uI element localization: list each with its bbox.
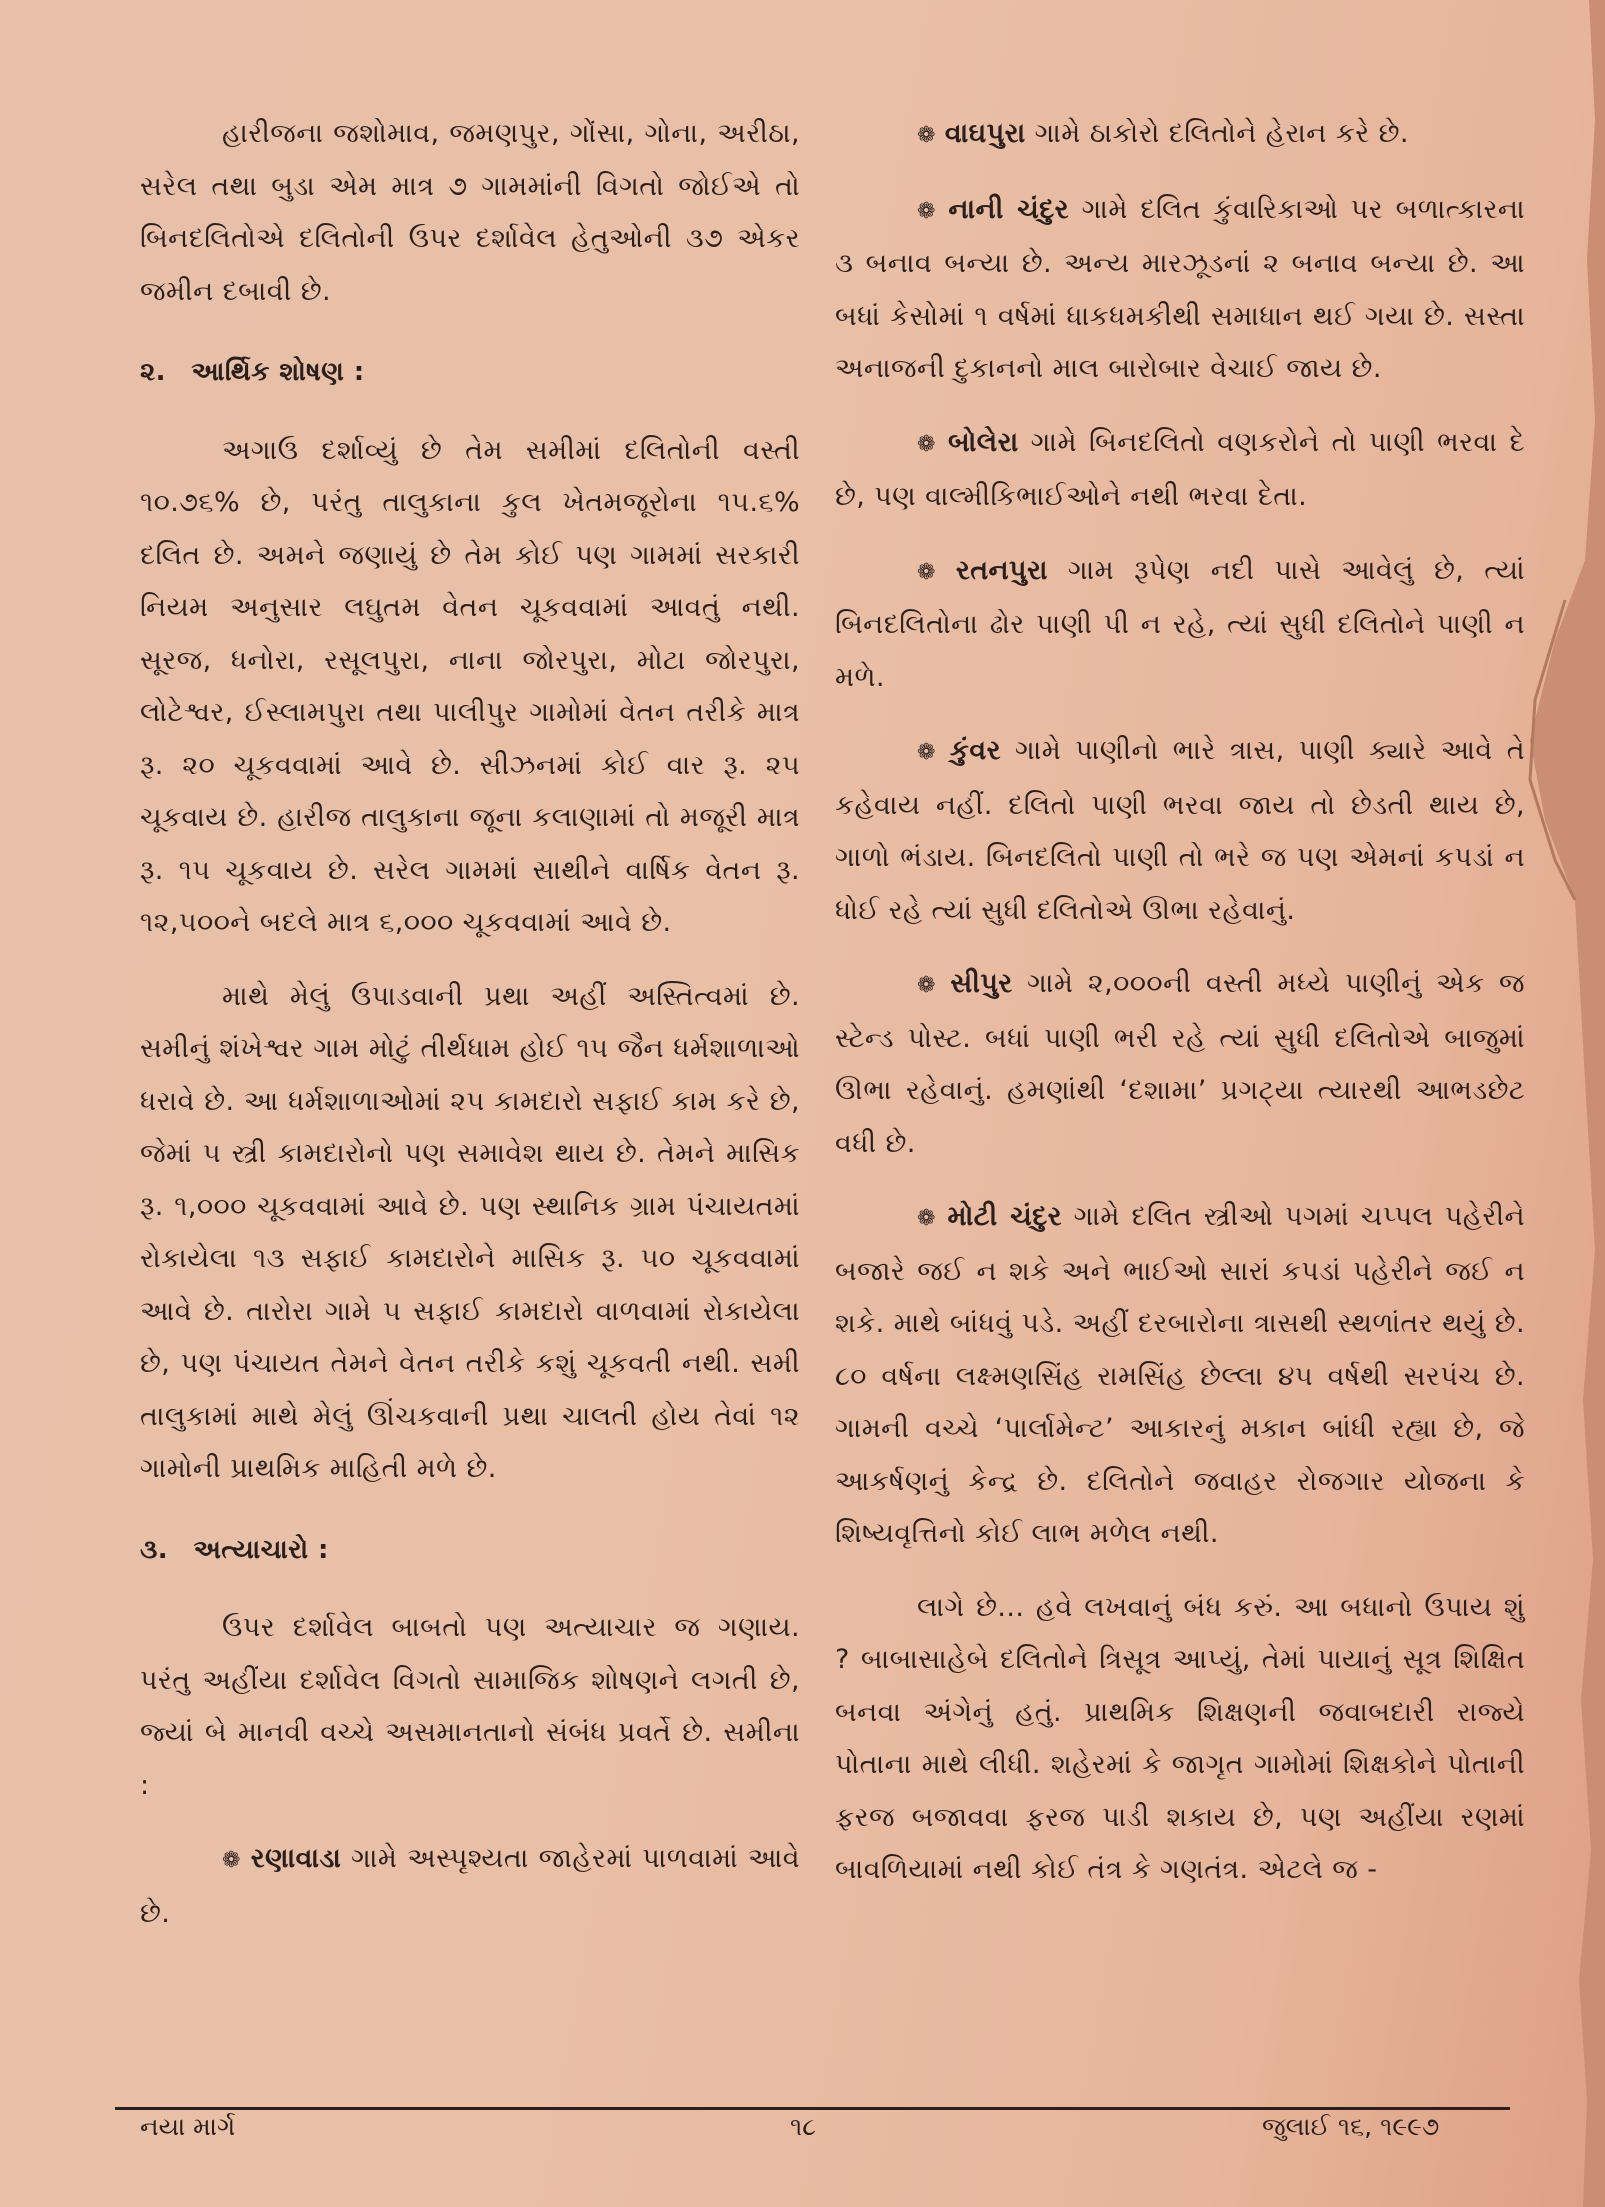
village-name: બોલેરા xyxy=(947,426,1019,458)
village-name: કુંવર xyxy=(949,735,1001,766)
flower-bullet-icon: ❁ xyxy=(917,198,936,224)
bullet-text: ગામે બિનદલિતો વણકરોને તો પાણી ભરવા દે છે, પણ વાલ્મીકિભાઈઓને નથી ભરવા દેતા. xyxy=(835,426,1525,512)
bullet-sipur xyxy=(835,958,1525,1170)
bullet-nani-chandur xyxy=(835,184,1525,396)
bullet-text: ગામે દલિત કુંવારિકાઓ પર બળાત્કારના ૩ બનાવ બન્યા છે. અન્ય મારઝૂડનાં ૨ બનાવ બન્યા છે. આ બધાં કેસોમાં ૧ વર્ષમાં ધાકધમકીથી સમાધાન થઈ ગયા છે. સસ્તા અનાજની દુકાનનો માલ બારોબાર વેચાઈ જાય છે. xyxy=(835,193,1526,384)
footer-rule xyxy=(115,2107,1510,2110)
flower-bullet-icon: ❁ xyxy=(917,973,936,998)
flower-bullet-icon: ❁ xyxy=(917,431,936,457)
bullet-text: ગામે પાણીનો ભારે ત્રાસ, પાણી ક્યારે આવે તે કહેવાય નહીં. દલિતો પાણી ભરવા જાય તો છેડતી થાય છે, ગાળો ભંડાય. બિનદલિતો પાણી તો ભરે જ પણ એમનાં કપડાં ન ધોઈ રહે ત્યાં સુધી દલિતોએ ઊભા રહેવાનું. xyxy=(835,735,1525,926)
bullet-bolera xyxy=(835,417,1525,524)
paragraph-atrocities-intro: ઉપર દર્શાવેલ બાબતો પણ અત્યાચાર જ ગણાય. પરંતુ અહીંયા દર્શાવેલ વિગતો સામાજિક શોષણને લગતી છે, જ્યાં બે માનવી વચ્ચે અસમાનતાનો સંબંધ પ્રવર્તે છે. સમીના : xyxy=(140,1612,800,1801)
bullet-ranavada xyxy=(140,1833,800,1940)
section-title: આર્થિક શોષણ : xyxy=(191,357,365,387)
bullet-text: ગામે ૨,૦૦૦ની વસ્તી મધ્યે પાણીનું એક જ સ્ટેન્ડ પોસ્ટ. બધાં પાણી ભરી રહે ત્યાં સુધી દલિતોએ બાજુમાં ઊભા રહેવાનું. હમણાંથી ‘દશામા’ પ્રગટ્યા ત્યારથી આભડછેટ વધી છે. xyxy=(835,968,1525,1159)
left-column xyxy=(140,108,800,1961)
bullet-moti-chandur xyxy=(835,1191,1525,1561)
village-name: નાની ચંદુર xyxy=(948,193,1070,225)
section-heading-atrocities xyxy=(140,1524,800,1577)
flower-bullet-icon: ❁ xyxy=(917,559,936,585)
flower-bullet-icon: ❁ xyxy=(917,740,936,765)
paragraph-conclusion: લાગે છે... હવે લખવાનું બંધ કરું. આ બધાનો ઉપાય શું ? બાબાસાહેબે દલિતોને ત્રિસૂત્ર આપ્યું, તેમાં પાયાનું સૂત્ર શિક્ષિત બનવા અંગેનું હતું. પ્રાથમિક શિક્ષણની જવાબદારી રાજ્યે પોતાના માથે લીધી. શહેરમાં કે જાગૃત ગામોમાં શિક્ષકોને પોતાની ફરજ બજાવવા ફરજ પાડી શકાય છે, પણ અહીંયા રણમાં બાવળિયામાં નથી કોઈ તંત્ર કે ગણતંત્ર. એટલે જ - xyxy=(835,1591,1525,1885)
footer-page-number: ૧૮ xyxy=(790,2112,817,2141)
flower-bullet-icon: ❁ xyxy=(222,1848,241,1873)
paragraph-wages: અગાઉ દર્શાવ્યું છે તેમ સમીમાં દલિતોની વસ્તી ૧૦.૭૬% છે, પરંતુ તાલુકાના કુલ ખેતમજૂરોના ૧૫.૬% દલિત છે. અમને જણાયું છે તેમ કોઈ પણ ગામમાં સરકારી નિયમ અનુસાર લઘુતમ વેતન ચૂકવવામાં આવતું નથી. સૂરજ, ધનોરા, રસૂલપુરા, નાના જોરપુરા, મોટા જોરપુરા, લોટેશ્વર, ઈસ્લામપુરા તથા પાલીપુર ગામોમાં વેતન તરીકે માત્ર રૂ. ૨૦ ચૂકવવામાં આવે છે. સીઝનમાં કોઈ વાર રૂ. ૨૫ ચૂકવાય છે. હારીજ તાલુકાના જૂના કલાણામાં તો મજૂરી માત્ર રૂ. ૧૫ ચૂકવાય છે. સરેલ ગામમાં સાથીને વાર્ષિક વેતન રૂ. ૧૨,૫૦૦ને બદલે માત્ર ૬,૦૦૦ ચૂકવવામાં આવે છે. xyxy=(140,434,800,938)
village-name: મોટી ચંદુર xyxy=(947,1201,1062,1232)
section-title: અત્યાચારો : xyxy=(193,1534,329,1565)
village-name: વાઘપુરા xyxy=(944,118,1026,149)
flower-bullet-icon: ❁ xyxy=(917,1206,936,1231)
bullet-text: ગામે અસ્પૃશ્યતા જાહેરમાં પાળવામાં આવે છે. xyxy=(140,1843,800,1929)
footer-date: જુલાઈ ૧૬, ૧૯૯૭ xyxy=(1262,2112,1440,2141)
village-name: સીપુર xyxy=(950,968,1013,999)
section-number: ૨. xyxy=(140,357,166,387)
paragraph-land-encroachment: હારીજના જશોમાવ, જમણપુર, ગોંસા, ગોના, અરીઠા, સરેલ તથા બુડા એમ માત્ર ૭ ગામમાંની વિગતો જોઈએ તો બિનદલિતોએ દલિતોની ઉપર દર્શાવેલ હેતુઓની ૩૭ એકર જમીન દબાવી છે. xyxy=(140,118,800,307)
bullet-text: ગામે ઠાકોરો દલિતોને હેરાન કરે છે. xyxy=(1025,118,1409,149)
bullet-text: ગામ રૂપેણ નદી પાસે આવેલું છે, ત્યાં બિનદલિતોના ઢોર પાણી પી ન રહે, ત્યાં સુધી દલિતોને પાણી ન મળે. xyxy=(835,554,1526,693)
bullet-kunvar xyxy=(835,725,1525,937)
section-heading-economic-exploitation xyxy=(140,346,800,399)
bullet-ratanpura xyxy=(835,545,1525,705)
flower-bullet-icon: ❁ xyxy=(917,123,936,148)
footer-publication: નયા માર્ગ xyxy=(140,2112,236,2141)
paragraph-manual-scavenging: માથે મેલું ઉપાડવાની પ્રથા અહીં અસ્તિત્વમાં છે. સમીનું શંખેશ્વર ગામ મોટું તીર્થધામ હોઈ ૧૫ જૈન ધર્મશાળાઓ ધરાવે છે. આ ધર્મશાળાઓમાં ૨૫ કામદારો સફાઈ કામ કરે છે, જેમાં ૫ સ્ત્રી કામદારોનો પણ સમાવેશ થાય છે. તેમને માસિક રૂ. ૧,૦૦૦ ચૂકવવામાં આવે છે. પણ સ્થાનિક ગ્રામ પંચાયતમાં રોકાયેલા ૧૩ સફાઈ કામદારોને માસિક રૂ. ૫૦ ચૂકવવામાં આવે છે. તારોરા ગામે ૫ સફાઈ કામદારો વાળવામાં રોકાયેલા છે, પણ પંચાયત તેમને વેતન તરીકે કશું ચૂકવતી નથી. સમી તાલુકામાં માથે મેલું ઊંચકવાની પ્રથા ચાલતી હોય તેવાં ૧૨ ગામોની પ્રાથમિક માહિતી મળે છે. xyxy=(140,980,800,1484)
section-number: ૩. xyxy=(140,1534,168,1565)
bullet-vaghpura xyxy=(835,108,1525,163)
bullet-text: ગામે દલિત સ્ત્રીઓ પગમાં ચપ્પલ પહેરીને બજારે જઈ ન શકે અને ભાઈઓ સારાં કપડાં પહેરીને જઈ ન શકે. માથે બાંધવું પડે. અહીં દરબારોના ત્રાસથી સ્થળાંતર થયું છે. ૮૦ વર્ષના લક્ષ્મણસિંહ રામસિંહ છેલ્લા ૪૫ વર્ષથી સરપંચ છે. ગામની વચ્ચે ‘પાર્લામેન્ટ’ આકારનું મકાન બાંધી રહ્યા છે, જે આકર્ષણનું કેન્દ્ર છે. દલિતોને જવાહર રોજગાર યોજના કે શિષ્યવૃત્તિનો કોઈ લાભ મળેલ નથી. xyxy=(835,1201,1526,1549)
right-column xyxy=(835,108,1525,1918)
village-name: રણાવાડા xyxy=(250,1843,342,1874)
village-name: રતનપુરા xyxy=(955,554,1048,586)
